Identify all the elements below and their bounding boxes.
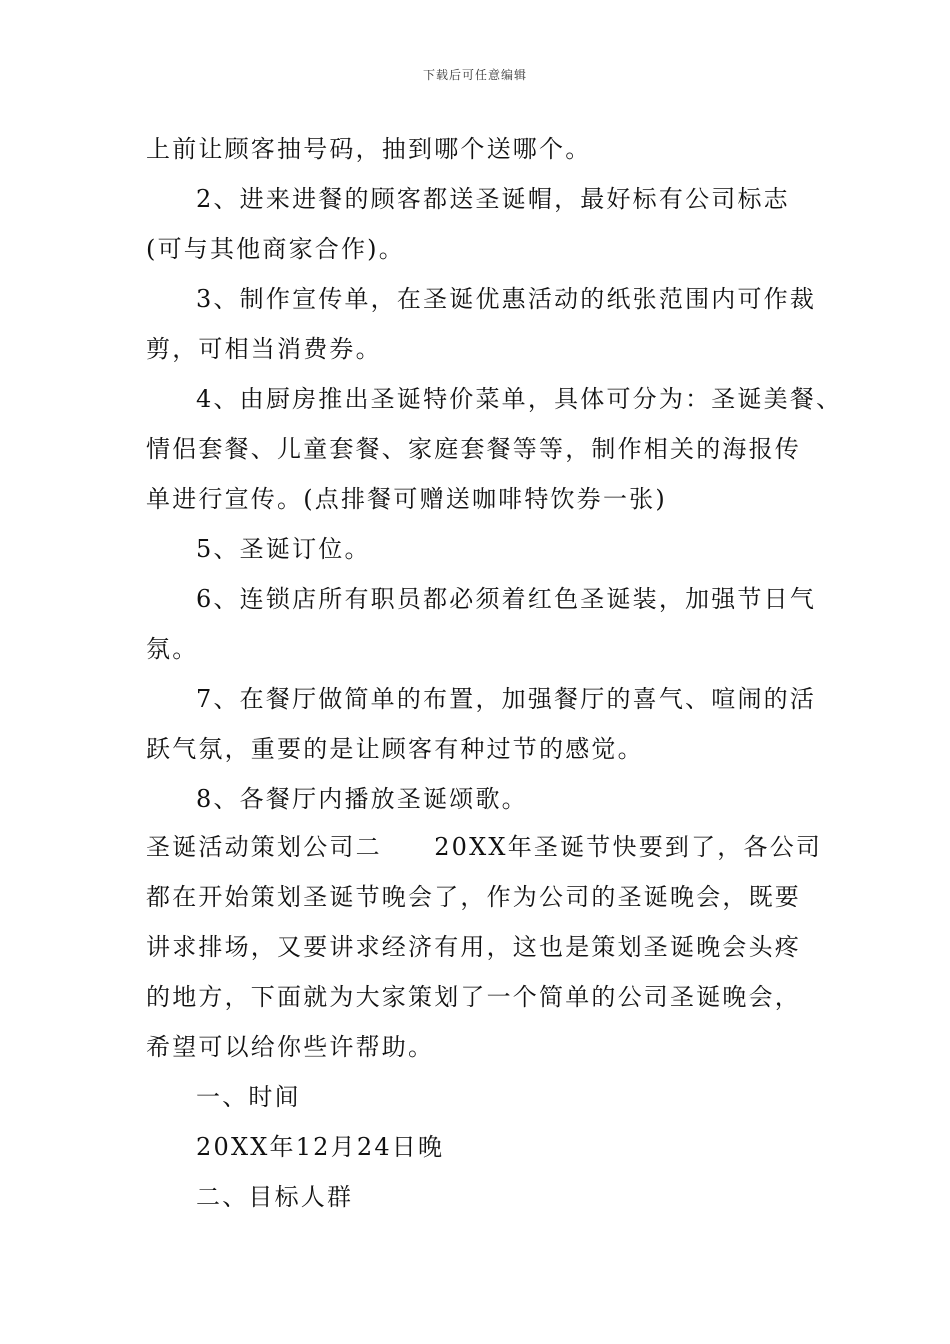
section-heading: 一、时间 [196, 1083, 301, 1111]
body-line: 2、进来进餐的顾客都送圣诞帽，最好标有公司标志 [196, 185, 790, 213]
body-line: 3、制作宣传单，在圣诞优惠活动的纸张范围内可作裁 [196, 285, 817, 313]
body-line: 氛。 [146, 635, 199, 663]
body-line: 剪，可相当消费券。 [146, 335, 382, 363]
body-line: 的地方，下面就为大家策划了一个简单的公司圣诞晚会， [146, 983, 801, 1011]
page-header: 下载后可任意编辑 [422, 68, 527, 82]
body-line: 4、由厨房推出圣诞特价菜单，具体可分为：圣诞美餐、 [196, 385, 843, 413]
body-line: 情侣套餐、儿童套餐、家庭套餐等等，制作相关的海报传 [146, 435, 801, 463]
section-heading-line: 圣诞活动策划公司二 20XX年圣诞节快要到了，各公司 [146, 833, 823, 861]
body-line: 20XX年12月24日晚 [196, 1133, 445, 1161]
body-line: 5、圣诞订位。 [196, 535, 371, 563]
body-line: 讲求排场，又要讲求经济有用，这也是策划圣诞晚会头疼 [146, 933, 801, 961]
body-line: 跃气氛，重要的是让顾客有种过节的感觉。 [146, 735, 644, 763]
body-line: 单进行宣传。(点排餐可赠送咖啡特饮券一张) [146, 485, 667, 513]
section-heading: 二、目标人群 [196, 1183, 354, 1211]
body-line: 希望可以给你些许帮助。 [146, 1033, 435, 1061]
body-line: 6、连锁店所有职员都必须着红色圣诞装，加强节日气 [196, 585, 817, 613]
body-line: 都在开始策划圣诞节晚会了，作为公司的圣诞晚会，既要 [146, 883, 801, 911]
body-line: 上前让顾客抽号码，抽到哪个送哪个。 [146, 135, 592, 163]
body-line: (可与其他商家合作)。 [146, 235, 405, 263]
body-line: 8、各餐厅内播放圣诞颂歌。 [196, 785, 528, 813]
body-line: 7、在餐厅做简单的布置，加强餐厅的喜气、喧闹的活 [196, 685, 817, 713]
